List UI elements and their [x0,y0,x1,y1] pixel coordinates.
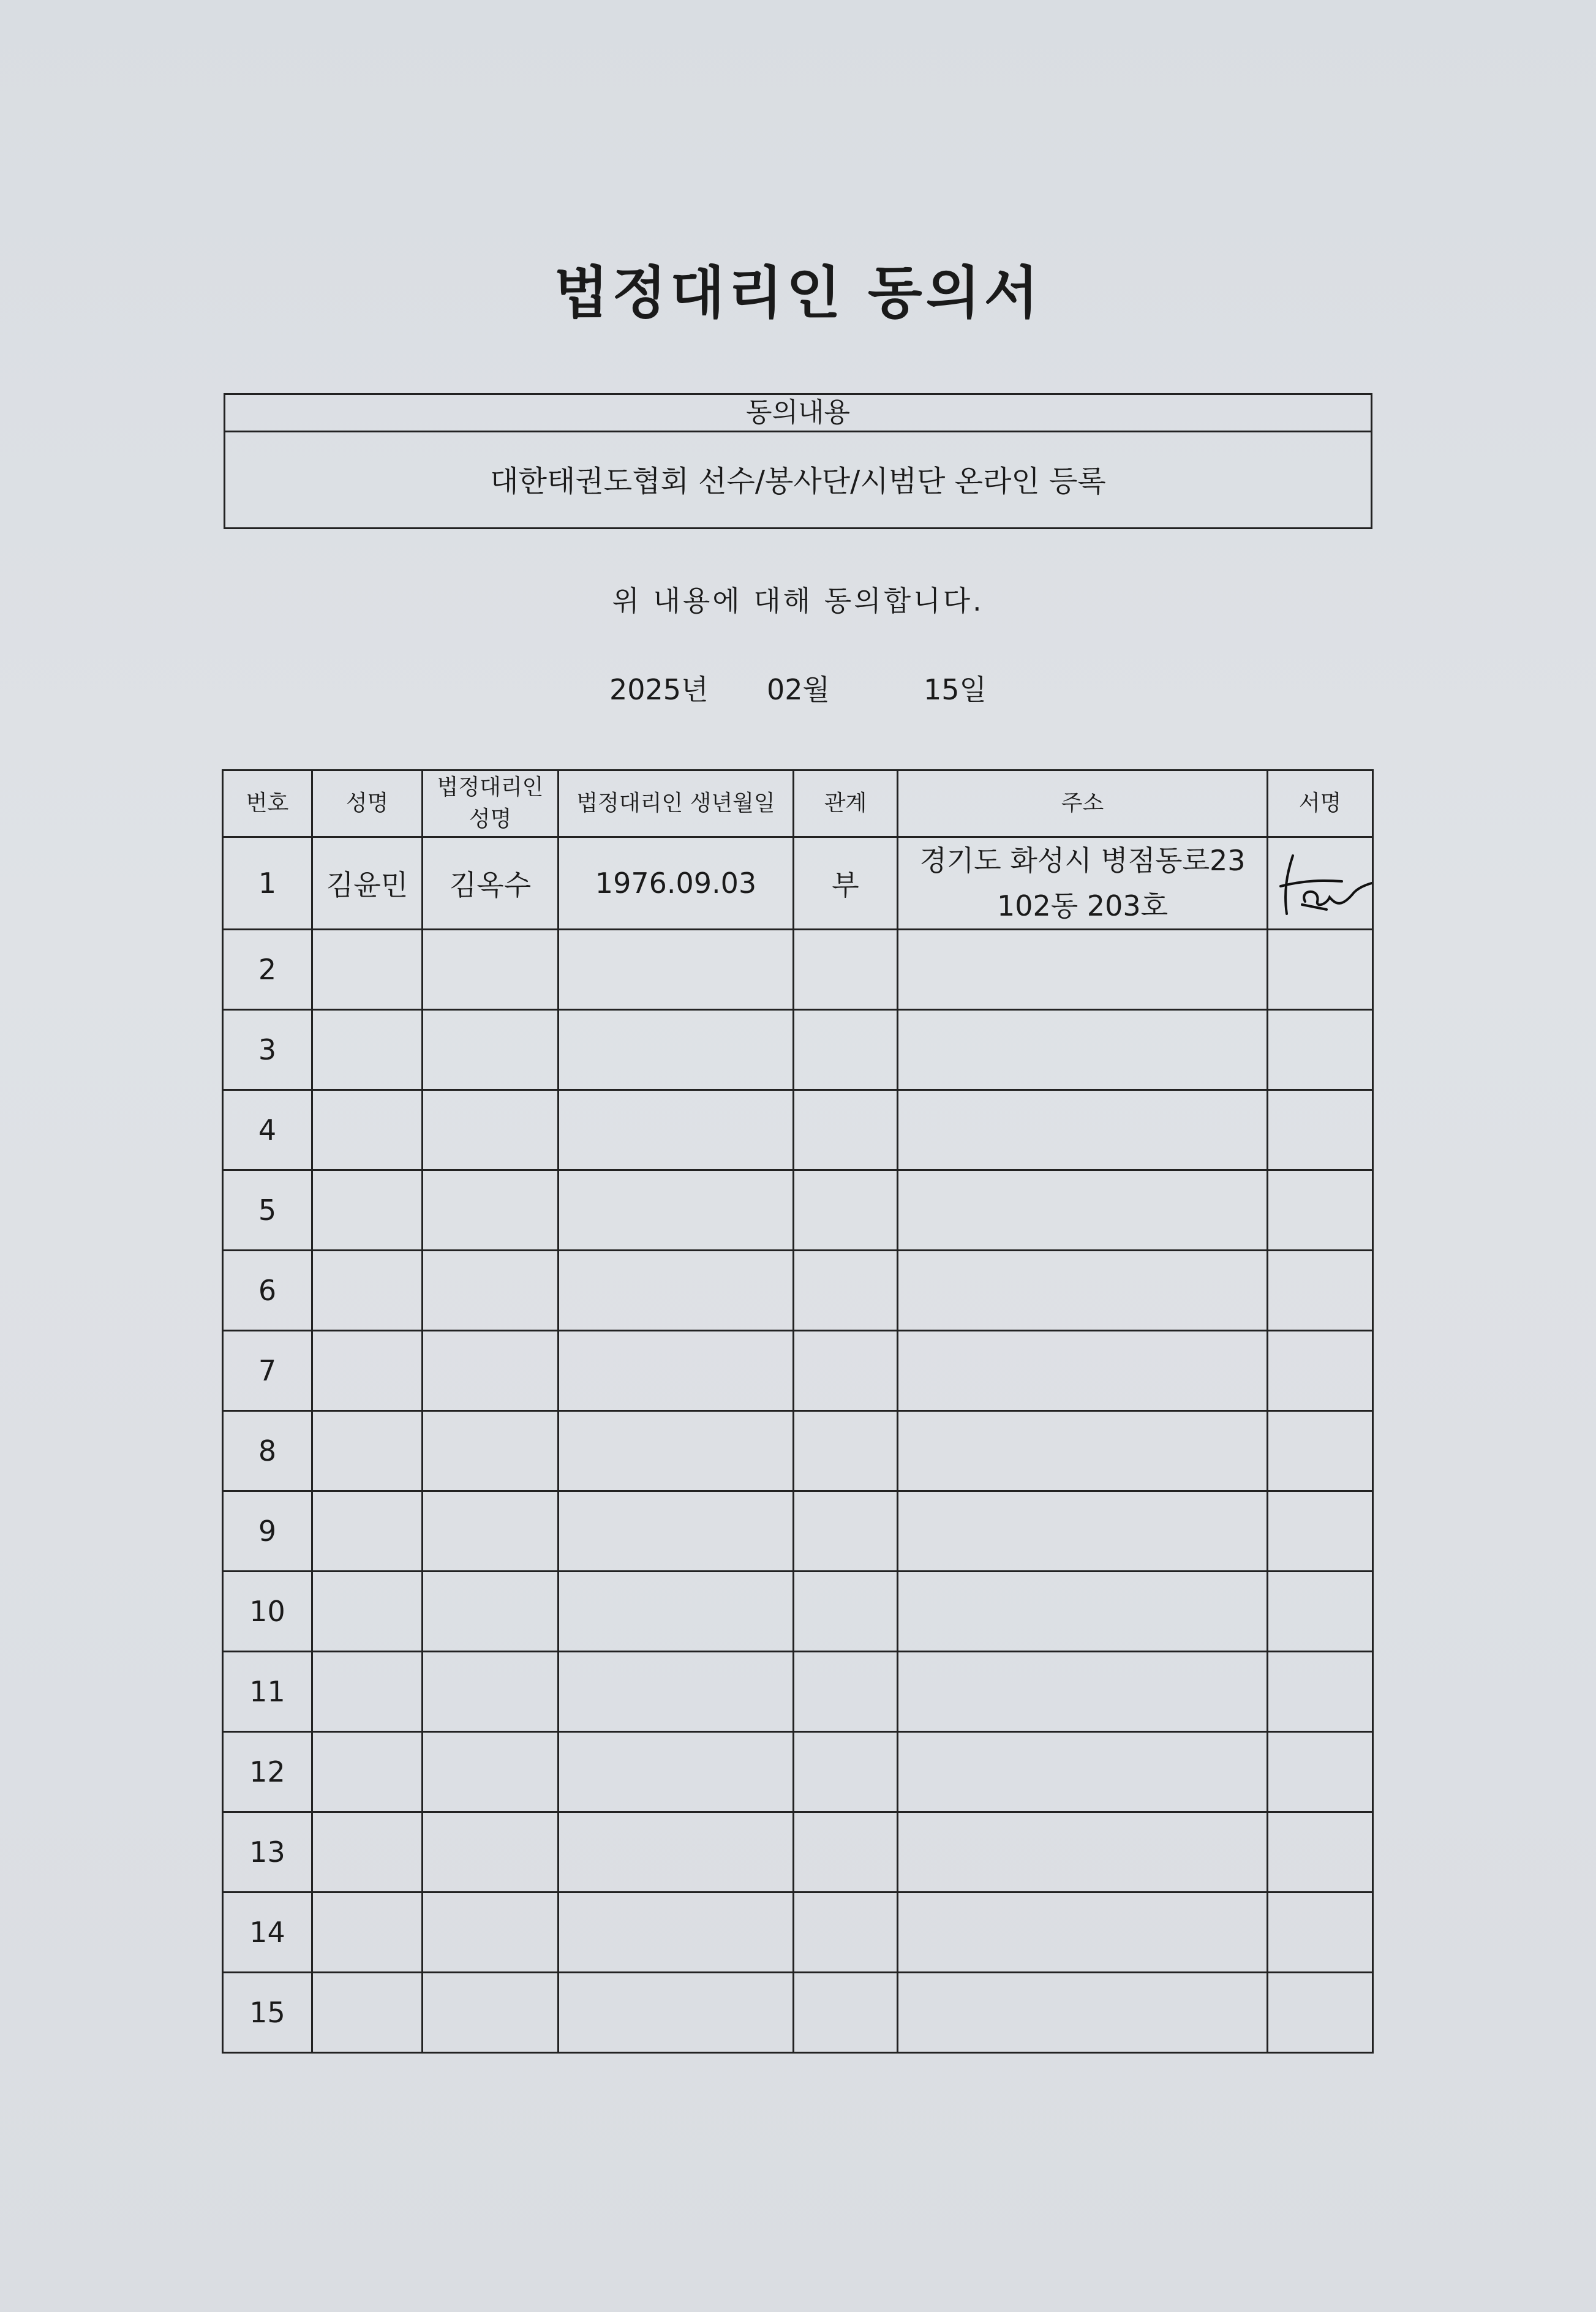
header-relation: 관계 [794,770,898,837]
guardian-birthdate: 1976.09.03 [559,837,794,930]
table-header-row [223,770,1373,837]
table-row [223,1973,1373,2053]
handwritten-signature [1268,843,1373,923]
row-number: 14 [223,1892,312,1973]
table-row [223,1812,1373,1892]
table-row [223,1652,1373,1732]
signature-cell [1268,837,1373,930]
guardian-table [222,769,1374,2054]
document-title: 법정대리인 동의서 [554,260,1042,326]
address-line-1: 경기도 화성시 병점동로23 [919,844,1246,877]
table-row [223,1331,1373,1411]
row-number: 15 [223,1973,312,2053]
relation: 부 [794,837,898,930]
date-month: 02월 [767,673,830,706]
row-number: 12 [223,1732,312,1812]
row-number: 9 [223,1491,312,1572]
header-number: 번호 [223,770,312,837]
table-row [223,1010,1373,1090]
table-row [223,1251,1373,1331]
header-name: 성명 [312,770,423,837]
table-row [223,1090,1373,1170]
guardian-name: 김옥수 [423,837,559,930]
consent-box [224,393,1372,529]
consent-content: 대한태권도협회 선수/봉사단/시범단 온라인 등록 [490,464,1106,499]
address [898,837,1268,930]
header-guardian-name: 법정대리인 성명 [423,770,559,837]
row-number: 7 [223,1331,312,1411]
consent-header: 동의내용 [225,395,1371,432]
table-row [223,837,1373,930]
table-row [223,1572,1373,1652]
row-number: 1 [223,837,312,930]
table-row [223,930,1373,1010]
table-row [223,1732,1373,1812]
row-number: 11 [223,1652,312,1732]
date-day: 15일 [924,673,987,706]
table-row [223,1170,1373,1251]
address-line-2: 102동 203호 [996,889,1169,922]
row-number: 6 [223,1251,312,1331]
header-address: 주소 [898,770,1268,837]
date-year: 2025년 [609,673,709,706]
row-number: 2 [223,930,312,1010]
table-row [223,1892,1373,1973]
row-number: 10 [223,1572,312,1652]
participant-name: 김윤민 [312,837,423,930]
table-row [223,1491,1373,1572]
row-number: 13 [223,1812,312,1892]
agreement-statement: 위 내용에 대해 동의합니다. [612,584,984,617]
header-signature: 서명 [1268,770,1373,837]
row-number: 8 [223,1411,312,1491]
row-number: 4 [223,1090,312,1170]
header-guardian-birth: 법정대리인 생년월일 [559,770,794,837]
row-number: 5 [223,1170,312,1251]
table-row [223,1411,1373,1491]
row-number: 3 [223,1010,312,1090]
